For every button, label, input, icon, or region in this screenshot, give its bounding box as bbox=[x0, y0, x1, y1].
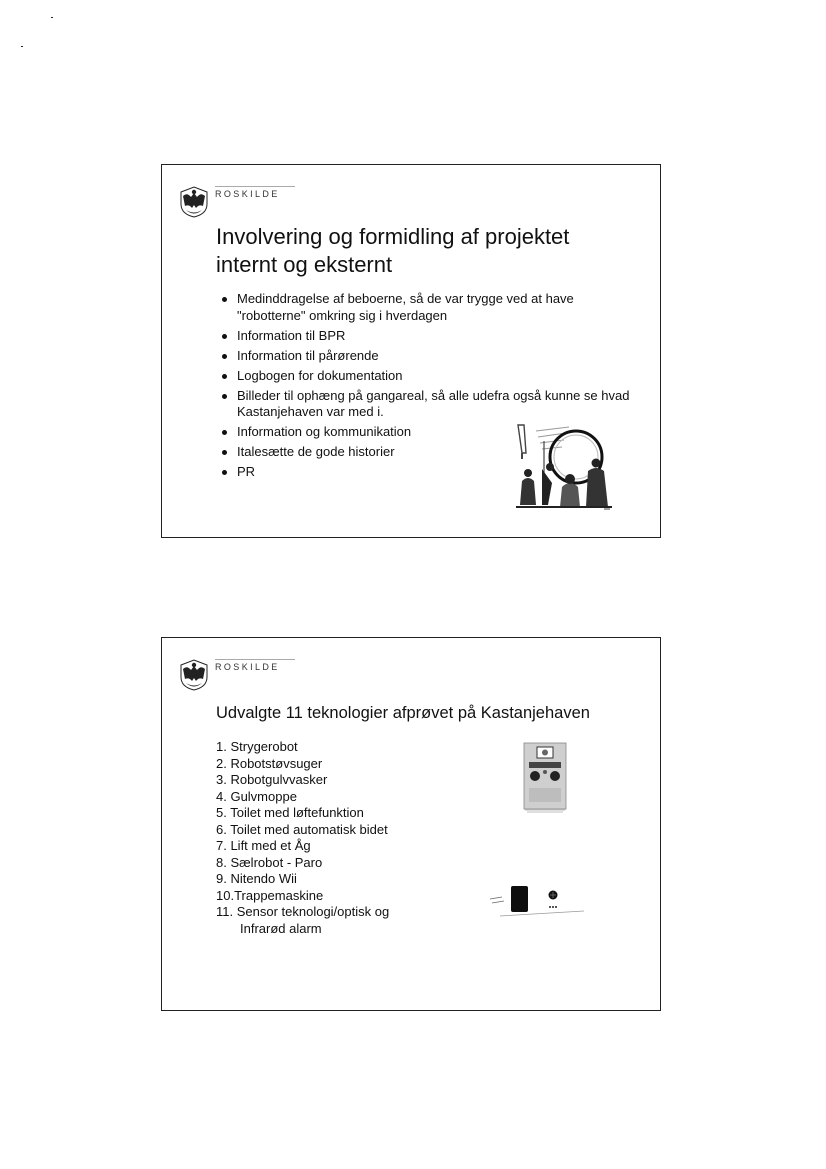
list-item: 2. Robotstøvsuger bbox=[216, 755, 323, 771]
control-device-photo-icon bbox=[523, 742, 567, 814]
logo-rule bbox=[215, 659, 295, 660]
list-item: 1. Strygerobot bbox=[216, 739, 298, 754]
list-item: 5. Toilet med løftefunktion bbox=[216, 805, 364, 820]
logo-text: ROSKILDE bbox=[215, 189, 280, 199]
list-item: 9. Nitendo Wii bbox=[216, 871, 297, 886]
slide-title: Involvering og formidling af projektet internt og eksternt bbox=[216, 224, 570, 277]
logo-rule bbox=[215, 186, 295, 187]
people-pushing-wheel-clipart-icon bbox=[514, 423, 614, 515]
scan-speck bbox=[51, 17, 53, 18]
list-item: 10.Trappemaskine bbox=[216, 887, 324, 903]
list-item: 7. Lift med et Åg bbox=[216, 838, 311, 853]
bullet-item: Information til pårørende bbox=[222, 348, 632, 365]
list-item-line: Infrarød alarm bbox=[240, 920, 322, 936]
bullet-item: Information til BPR bbox=[222, 328, 632, 345]
bullet-item: PR bbox=[222, 464, 632, 481]
roskilde-logo bbox=[179, 657, 359, 693]
scan-speck bbox=[21, 46, 23, 47]
logo-text: ROSKILDE bbox=[215, 662, 280, 672]
list-item-line: 11. Sensor teknologi/optisk og bbox=[216, 904, 390, 919]
list-item: 8. Sælrobot - Paro bbox=[216, 854, 323, 870]
list-item: 6. Toilet med automatisk bidet bbox=[216, 821, 388, 837]
technology-list bbox=[216, 739, 476, 937]
bullet-item: Logbogen for dokumentation bbox=[222, 368, 632, 385]
roskilde-crest-icon bbox=[179, 184, 209, 218]
roskilde-logo bbox=[179, 184, 359, 220]
bullet-item: Italesætte de gode historier bbox=[222, 444, 632, 461]
bullet-item: Billeder til ophæng på gangareal, så alle udefra også kunne se hvad Kastanjehaven var med i. bbox=[222, 388, 632, 421]
list-item: 4. Gulvmoppe bbox=[216, 788, 297, 804]
bullet-item: Information og kommunikation bbox=[222, 424, 632, 441]
list-item: 3. Robotgulvvasker bbox=[216, 772, 328, 787]
slide-1 bbox=[161, 164, 661, 538]
slide-2 bbox=[161, 637, 661, 1011]
sensor-devices-photo-icon bbox=[490, 883, 586, 921]
list-item bbox=[216, 904, 476, 937]
roskilde-crest-icon bbox=[179, 657, 209, 691]
slide-title: Udvalgte 11 teknologier afprøvet på Kastanjehaven bbox=[216, 704, 590, 722]
bullet-item: Medinddragelse af beboerne, så de var trygge ved at have "robotterne" omkring sig i hverdagen bbox=[222, 291, 632, 324]
